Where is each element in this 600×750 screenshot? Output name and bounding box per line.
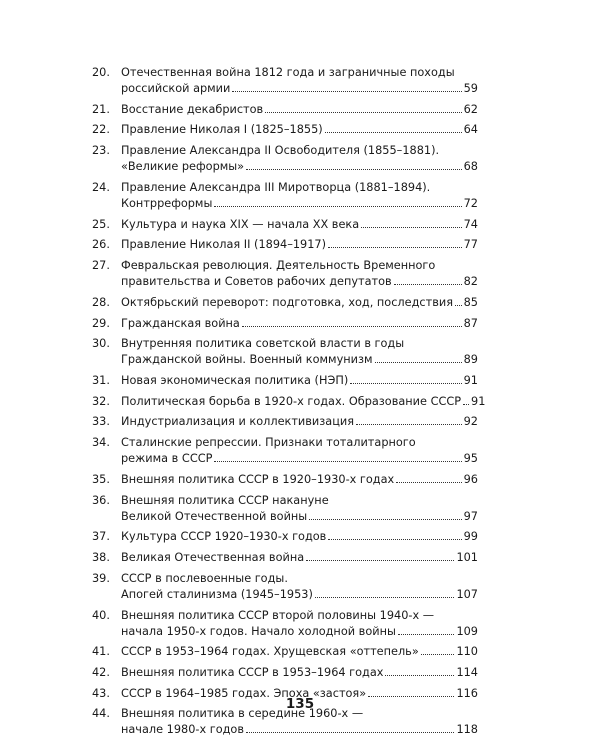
- toc-entry: [92, 336, 478, 368]
- toc-entry: [92, 414, 478, 430]
- toc-entry-page: 82: [463, 275, 478, 289]
- toc-entry-title: Февральская революция. Деятельность Временного: [121, 259, 436, 273]
- toc-entry-line: [121, 665, 478, 681]
- toc-entry: [92, 529, 478, 545]
- toc-entry-page: 109: [456, 624, 478, 638]
- toc-entry-page: 68: [463, 160, 478, 174]
- toc-entry-page: 87: [463, 316, 478, 330]
- toc-entry-line: [121, 237, 478, 253]
- toc-entry-title: Апогей сталинизма (1945–1953): [121, 587, 313, 601]
- toc-entry-title: Индустриализация и коллективизация: [121, 415, 355, 429]
- toc-dot-leader: [265, 109, 461, 113]
- toc-entry: [92, 237, 478, 253]
- toc-entry-title: начала 1950-х годов. Начало холодной войны: [121, 624, 396, 638]
- toc-entry: [92, 65, 478, 97]
- toc-entry-line: [121, 608, 478, 624]
- toc-entry: [92, 373, 478, 389]
- toc-entry-number: 39.: [92, 571, 110, 585]
- toc-entry-number: 40.: [92, 608, 110, 622]
- toc-entry-number: 41.: [92, 645, 110, 659]
- toc-entry-line: [121, 180, 478, 196]
- toc-entry-line: [121, 159, 478, 175]
- toc-entry-page: 96: [463, 472, 478, 486]
- toc-entry-title: Внешняя политика СССР в 1953–1964 годах: [121, 665, 384, 679]
- toc-entry-page: 95: [463, 452, 478, 466]
- toc-entry-number: 35.: [92, 472, 110, 486]
- toc-entry-title: Великая Отечественная война: [121, 551, 305, 565]
- toc-dot-leader: [375, 359, 462, 363]
- toc-entry-line: [121, 509, 478, 525]
- toc-dot-leader: [232, 88, 461, 92]
- toc-entry-line: [121, 336, 478, 352]
- toc-dot-leader: [328, 244, 462, 248]
- toc-entry-title: Внешняя политика СССР накануне: [121, 493, 329, 507]
- toc-entry-title: Гражданской войны. Военный коммунизм: [121, 353, 373, 367]
- toc-entry: [92, 217, 478, 233]
- toc-entry-number: 27.: [92, 259, 110, 273]
- toc-entry-title: Политическая борьба в 1920-х годах. Образование СССР: [121, 394, 462, 408]
- toc-entry-number: 23.: [92, 144, 110, 158]
- toc-entry-title: «Великие реформы»: [121, 160, 245, 174]
- toc-entry-page: 101: [456, 551, 478, 565]
- toc-entry: [92, 102, 478, 118]
- toc-entry-page: 107: [456, 587, 478, 601]
- toc-entry-title: российской армии: [121, 82, 231, 96]
- toc-entry-number: 33.: [92, 415, 110, 429]
- toc-dot-leader: [214, 203, 461, 207]
- toc-dot-leader: [242, 323, 462, 327]
- toc-entry-line: [121, 65, 478, 81]
- toc-entry-line: [121, 102, 478, 118]
- toc-entry-title: Культура СССР 1920–1930-х годов: [121, 530, 327, 544]
- toc-entry-line: [121, 274, 478, 290]
- toc-dot-leader: [306, 557, 454, 561]
- toc-entry-line: [121, 435, 478, 451]
- toc-dot-leader: [455, 302, 462, 306]
- toc-entry-page: 85: [463, 295, 478, 309]
- toc-entry-title: Правление Александра III Миротворца (1881–1894).: [121, 180, 431, 194]
- toc-dot-leader: [315, 594, 455, 598]
- toc-entry: [92, 295, 478, 311]
- toc-entry: [92, 143, 478, 175]
- toc-dot-leader: [361, 224, 461, 228]
- toc-entry-page: 110: [456, 645, 478, 659]
- toc-entry-title: Октябрьский переворот: подготовка, ход, последствия: [121, 295, 453, 309]
- toc-entry-number: 28.: [92, 295, 110, 309]
- toc-entry-page: 64: [463, 123, 478, 137]
- toc-entry-number: 32.: [92, 394, 110, 408]
- toc-dot-leader: [350, 380, 461, 384]
- toc-entry: [92, 316, 478, 332]
- toc-entry: [92, 644, 478, 660]
- toc-dot-leader: [421, 651, 455, 655]
- toc-entry-line: [121, 394, 486, 410]
- toc-entry-number: 29.: [92, 316, 110, 330]
- toc-entry-line: [121, 571, 478, 587]
- toc-entry-line: [121, 644, 478, 660]
- toc-entry-line: [121, 373, 478, 389]
- toc-entry-line: [121, 143, 478, 159]
- toc-entry: [92, 435, 478, 467]
- toc-entry-page: 97: [463, 509, 478, 523]
- toc-entry-line: [121, 295, 478, 311]
- toc-entry-title: начале 1980-х годов: [121, 723, 244, 737]
- toc-entry-line: [121, 587, 478, 603]
- toc-entry-title: Правление Александра II Освободителя (1855–1881).: [121, 144, 440, 158]
- toc-entry-number: 31.: [92, 374, 110, 388]
- toc-entry-line: [121, 316, 478, 332]
- toc-entry-title: Великой Отечественной войны: [121, 509, 308, 523]
- toc-entry-number: 26.: [92, 238, 110, 252]
- toc-entry-line: [121, 624, 478, 640]
- toc-entry-title: Контрреформы: [121, 197, 213, 211]
- toc-entry-title: Гражданская война: [121, 316, 240, 330]
- toc-entry-number: 44.: [92, 707, 110, 721]
- toc-entry-number: 24.: [92, 180, 110, 194]
- toc-entry-title: СССР в 1953–1964 годах. Хрущевская «оттепель»: [121, 645, 419, 659]
- toc-dot-leader: [396, 479, 461, 483]
- page-number: 135: [285, 696, 315, 712]
- toc-entry-title: Сталинские репрессии. Признаки тоталитарного: [121, 436, 416, 450]
- toc-entry-title: Внутренняя политика советской власти в годы: [121, 337, 405, 351]
- toc-entry-line: [121, 352, 478, 368]
- toc-entry: [92, 665, 478, 681]
- toc-entry-number: 36.: [92, 493, 110, 507]
- toc-entry-title: правительства и Советов рабочих депутатов: [121, 275, 392, 289]
- toc-entry-line: [121, 722, 478, 738]
- toc-dot-leader: [214, 458, 461, 462]
- toc-entry-page: 77: [463, 238, 478, 252]
- toc-entry: [92, 493, 478, 525]
- toc-entry-number: 34.: [92, 436, 110, 450]
- toc-entry-line: [121, 529, 478, 545]
- toc-dot-leader: [385, 672, 454, 676]
- toc-entry-line: [121, 217, 478, 233]
- toc-dot-leader: [328, 536, 461, 540]
- toc-entry-number: 43.: [92, 686, 110, 700]
- toc-entry-page: 118: [456, 723, 478, 737]
- toc-entry: [92, 394, 486, 410]
- toc-entry-line: [121, 196, 478, 212]
- toc-entry-page: 89: [463, 353, 478, 367]
- toc-entry-page: 62: [463, 102, 478, 116]
- toc-dot-leader: [309, 516, 461, 520]
- toc-entry-title: Правление Николая I (1825–1855): [121, 123, 323, 137]
- toc-entry-title: Культура и наука XIX — начала XX века: [121, 217, 360, 231]
- toc-entry: [92, 180, 478, 212]
- toc-entry-page: 74: [463, 217, 478, 231]
- toc-entry: [92, 122, 478, 138]
- toc-entry: [92, 550, 478, 566]
- toc-dot-leader: [325, 129, 462, 133]
- toc-dot-leader: [463, 401, 469, 405]
- toc-entry-number: 42.: [92, 665, 110, 679]
- toc-entry-page: 91: [463, 374, 478, 388]
- toc-entry-line: [121, 472, 478, 488]
- toc-entry-line: [121, 550, 478, 566]
- toc-entry-title: Правление Николая II (1894–1917): [121, 238, 327, 252]
- toc-entry-number: 38.: [92, 551, 110, 565]
- toc-entry-page: 114: [456, 665, 478, 679]
- toc-entry: [92, 258, 478, 290]
- toc-entry: [92, 472, 478, 488]
- toc-entry-line: [121, 451, 478, 467]
- toc-entry-page: 91: [471, 394, 486, 408]
- toc-entry-number: 21.: [92, 102, 110, 116]
- toc-entry-title: Внешняя политика СССР в 1920–1930-х годах: [121, 472, 395, 486]
- toc-entry-line: [121, 122, 478, 138]
- toc-entry-line: [121, 493, 478, 509]
- toc-entry-number: 30.: [92, 337, 110, 351]
- table-of-contents: [92, 65, 486, 743]
- toc-entry-page: 116: [456, 686, 478, 700]
- toc-entry-title: Внешняя политика в середине 1960-х —: [121, 707, 364, 721]
- toc-entry-number: 37.: [92, 530, 110, 544]
- toc-entry: [92, 608, 478, 640]
- toc-entry-line: [121, 258, 478, 274]
- toc-entry: [92, 571, 478, 603]
- toc-dot-leader: [246, 729, 454, 733]
- toc-entry-title: СССР в послевоенные годы.: [121, 571, 288, 585]
- toc-entry-page: 72: [463, 197, 478, 211]
- toc-entry-title: СССР в 1964–1985 годах. Эпоха «застоя»: [121, 686, 367, 700]
- toc-entry-title: Внешняя политика СССР второй половины 1940-х —: [121, 608, 435, 622]
- toc-entry-title: Отечественная война 1812 года и заграничные походы: [121, 66, 455, 79]
- toc-entry-title: режима в СССР: [121, 452, 213, 466]
- toc-entry-page: 59: [463, 82, 478, 96]
- toc-entry-number: 25.: [92, 217, 110, 231]
- toc-dot-leader: [246, 166, 462, 170]
- toc-entry-page: 99: [463, 530, 478, 544]
- toc-dot-leader: [398, 631, 455, 635]
- toc-entry-page: 92: [463, 415, 478, 429]
- toc-entry-number: 22.: [92, 123, 110, 137]
- toc-dot-leader: [394, 281, 462, 285]
- toc-entry-title: Восстание декабристов: [121, 102, 264, 116]
- toc-entry-title: Новая экономическая политика (НЭП): [121, 374, 349, 388]
- toc-entry-line: [121, 414, 478, 430]
- toc-entry-line: [121, 81, 478, 97]
- toc-entry-number: 20.: [92, 66, 110, 79]
- toc-dot-leader: [356, 421, 462, 425]
